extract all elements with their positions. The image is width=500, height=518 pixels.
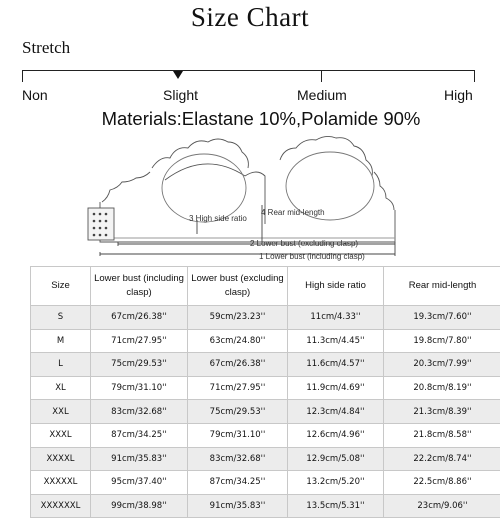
lower-bust-excluding-cell: 63cm/24.80'' (188, 329, 288, 353)
size-cell: S (31, 306, 91, 330)
lower-bust-excluding-cell: 87cm/34.25'' (188, 471, 288, 495)
high-side-ratio-cell: 11.3cm/4.45'' (288, 329, 384, 353)
stretch-level-non: Non (22, 87, 48, 103)
lower-bust-excluding-label: 2 Lower bust (excluding clasp) (250, 239, 358, 248)
high-side-ratio-label: 3 High side ratio (189, 214, 247, 223)
lower-bust-excluding-cell: 83cm/32.68'' (188, 447, 288, 471)
stretch-level-medium: Medium (297, 87, 347, 103)
high-side-ratio-cell: 13.2cm/5.20'' (288, 471, 384, 495)
size-table-container (30, 266, 500, 498)
lower-bust-excluding-cell: 75cm/29.53'' (188, 400, 288, 424)
high-side-ratio-cell: 11cm/4.33'' (288, 306, 384, 330)
table-header-cell: High side ratio (288, 267, 384, 306)
stretch-tick (321, 70, 322, 82)
high-side-ratio-cell: 13.5cm/5.31'' (288, 494, 384, 518)
table-row (31, 306, 500, 330)
lower-bust-excluding-cell: 67cm/26.38'' (188, 353, 288, 377)
lower-bust-including-label: 1 Lower bust (including clasp) (259, 252, 365, 261)
lower-bust-including-cell: 75cm/29.53'' (91, 353, 188, 377)
size-cell: XXXXXL (31, 471, 91, 495)
table-row (31, 400, 500, 424)
stretch-tick (474, 70, 475, 82)
rear-mid-length-cell: 19.3cm/7.60'' (384, 306, 500, 330)
lower-bust-including-cell: 79cm/31.10'' (91, 376, 188, 400)
lower-bust-including-cell: 83cm/32.68'' (91, 400, 188, 424)
table-row (31, 447, 500, 471)
table-header-cell: Rear mid-length (384, 267, 500, 306)
rear-mid-length-label: 4 Rear mid-length (261, 208, 325, 217)
lower-bust-including-cell: 99cm/38.98'' (91, 494, 188, 518)
stretch-selected-marker (173, 71, 183, 79)
high-side-ratio-cell: 12.9cm/5.08'' (288, 447, 384, 471)
table-row (31, 494, 500, 518)
high-side-ratio-cell: 11.9cm/4.69'' (288, 376, 384, 400)
stretch-tick (22, 70, 23, 82)
rear-mid-length-cell: 22.5cm/8.86'' (384, 471, 500, 495)
table-row (31, 423, 500, 447)
rear-mid-length-cell: 21.8cm/8.58'' (384, 423, 500, 447)
size-cell: XXL (31, 400, 91, 424)
lower-bust-excluding-cell: 79cm/31.10'' (188, 423, 288, 447)
stretch-level-high: High (444, 87, 473, 103)
table-row (31, 353, 500, 377)
high-side-ratio-cell: 11.6cm/4.57'' (288, 353, 384, 377)
rear-mid-length-cell: 20.3cm/7.99'' (384, 353, 500, 377)
lower-bust-excluding-cell: 59cm/23.23'' (188, 306, 288, 330)
size-cell: XXXL (31, 423, 91, 447)
rear-mid-length-cell: 22.2cm/8.74'' (384, 447, 500, 471)
table-row (31, 471, 500, 495)
stretch-scale-line (22, 70, 475, 71)
size-cell: M (31, 329, 91, 353)
stretch-level-slight: Slight (163, 87, 198, 103)
high-side-ratio-cell: 12.3cm/4.84'' (288, 400, 384, 424)
rear-mid-length-cell: 19.8cm/7.80'' (384, 329, 500, 353)
table-header-cell: Lower bust (excluding clasp) (188, 267, 288, 306)
size-table (30, 266, 500, 518)
lower-bust-excluding-cell: 91cm/35.83'' (188, 494, 288, 518)
rear-mid-length-cell: 21.3cm/8.39'' (384, 400, 500, 424)
stretch-label: Stretch (22, 38, 70, 58)
lower-bust-including-cell: 71cm/27.95'' (91, 329, 188, 353)
lower-bust-including-cell: 91cm/35.83'' (91, 447, 188, 471)
lower-bust-excluding-cell: 71cm/27.95'' (188, 376, 288, 400)
high-side-ratio-cell: 12.6cm/4.96'' (288, 423, 384, 447)
lower-bust-including-cell: 87cm/34.25'' (91, 423, 188, 447)
materials-text: Materials:Elastane 10%,Polamide 90% (0, 108, 500, 130)
table-header-cell: Lower bust (including clasp) (91, 267, 188, 306)
size-cell: L (31, 353, 91, 377)
table-row (31, 329, 500, 353)
size-cell: XXXXL (31, 447, 91, 471)
table-row (31, 376, 500, 400)
table-header-cell: Size (31, 267, 91, 306)
bra-measurement-diagram (0, 130, 500, 265)
rear-mid-length-cell: 20.8cm/8.19'' (384, 376, 500, 400)
table-header-row (31, 267, 500, 306)
size-cell: XL (31, 376, 91, 400)
size-chart-title: Size Chart (0, 2, 500, 33)
rear-mid-length-cell: 23cm/9.06'' (384, 494, 500, 518)
size-cell: XXXXXXL (31, 494, 91, 518)
lower-bust-including-cell: 67cm/26.38'' (91, 306, 188, 330)
lower-bust-including-cell: 95cm/37.40'' (91, 471, 188, 495)
